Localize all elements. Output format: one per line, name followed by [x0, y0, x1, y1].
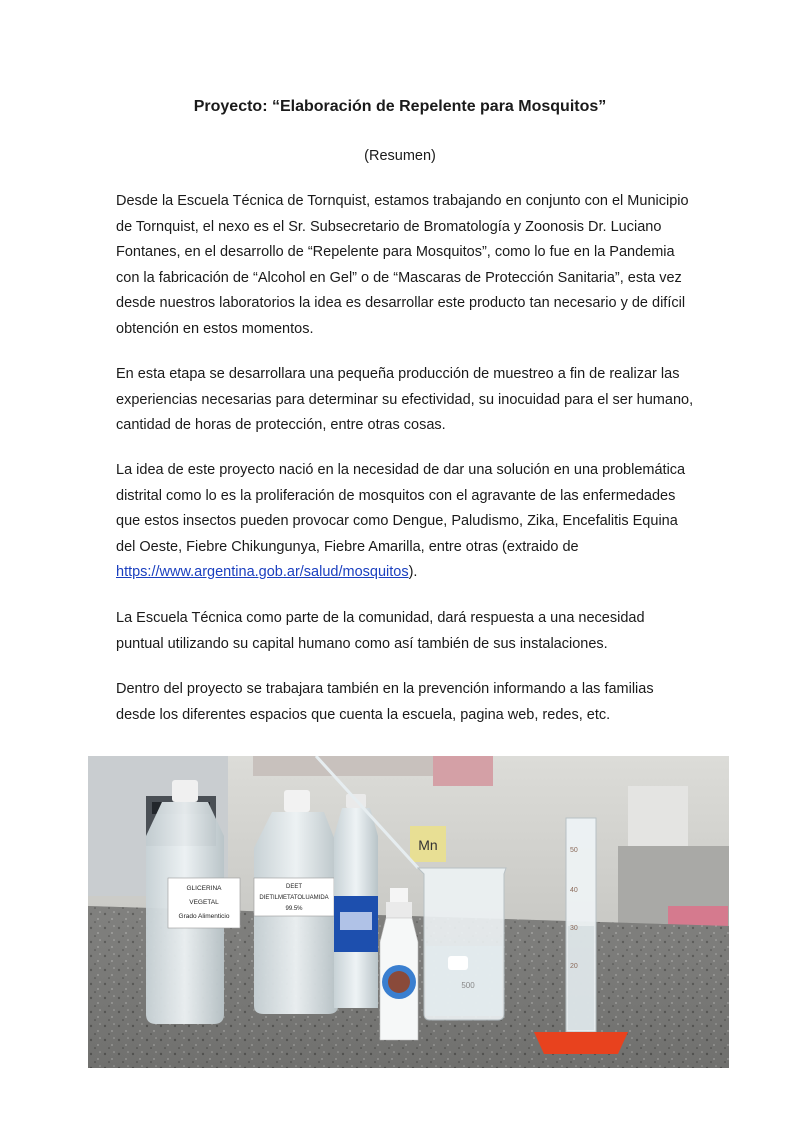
- source-link[interactable]: https://www.argentina.gob.ar/salud/mosquitos: [116, 564, 409, 580]
- paragraph-text: La idea de este proyecto nació en la necesidad de dar una solución en una problemática distrital como lo es la proliferación de mosquitos con el agravante de las enfermedades que estos insectos pueden provocar como Dengue, Paludismo, Zika, Encefalitis Equina del Oeste, Fiebre Chikungunya, Fiebre Amarilla, entre otras (extraido de: [116, 462, 686, 555]
- beaker-mark: 500: [461, 981, 475, 990]
- paragraph-stage: [116, 362, 696, 439]
- paragraph-text: Desde la Escuela Técnica de Tornquist, estamos trabajando en conjunto con el Municipio de Tornquist, el nexo es el Sr. Subsecretario de Bromatología y Zoonosis Dr. Luciano Fontanes, en el desarrollo de “Repelente para Mosquitos”, como lo fue en la Pandemia con la fabricación de “Alcohol en Gel” o de “Mascaras de Protección Sanitaria”, esta vez desde nuestros laboratorios la idea es desarrollar este producto tan necesario y de difícil obtención en estos momentos.: [116, 193, 689, 337]
- bottle1-label-line1: GLICERINA: [186, 885, 222, 892]
- paragraph-text: Dentro del proyecto se trabajara también en la prevención informando a las familias desde los diferentes espacios que cuenta la escuela, pagina web, redes, etc.: [116, 681, 654, 723]
- cylinder-mark-1: 50: [570, 847, 578, 854]
- paragraph-text: La Escuela Técnica como parte de la comunidad, dará respuesta a una necesidad puntual utilizando su capital humano como así también de sus instalaciones.: [116, 610, 645, 652]
- paragraph-text-end: ).: [408, 564, 418, 580]
- bottle2-label-line1: DEET: [285, 884, 303, 890]
- bottle2-label-line3: 99.5%: [285, 906, 303, 912]
- cylinder-mark-4: 20: [570, 963, 578, 970]
- document-subtitle: (Resumen): [364, 148, 436, 164]
- cylinder-mark-3: 30: [570, 925, 578, 932]
- bottle1-label-line3: Grado Alimenticio: [178, 913, 230, 920]
- paragraph-prevention: [116, 677, 696, 728]
- paragraph-intro: [116, 189, 696, 342]
- paragraph-idea: [116, 458, 696, 586]
- document-title: Proyecto: “Elaboración de Repelente para Mosquitos”: [193, 98, 607, 115]
- cylinder-mark-2: 40: [570, 887, 578, 894]
- paragraph-text: En esta etapa se desarrollara una pequeña producción de muestreo a fin de realizar las experiencias necesarias para determinar su efectividad, su inocuidad para el ser humano, cantidad de horas de protección, entre otras cosas.: [116, 366, 694, 433]
- chart-sign: Mn: [418, 837, 438, 853]
- bottle2-label-line2: DIETILMETATOLUAMIDA: [259, 895, 329, 901]
- lab-photo: [88, 756, 729, 1068]
- bottle1-label-line2: VEGETAL: [189, 899, 219, 906]
- paragraph-community: [116, 606, 696, 657]
